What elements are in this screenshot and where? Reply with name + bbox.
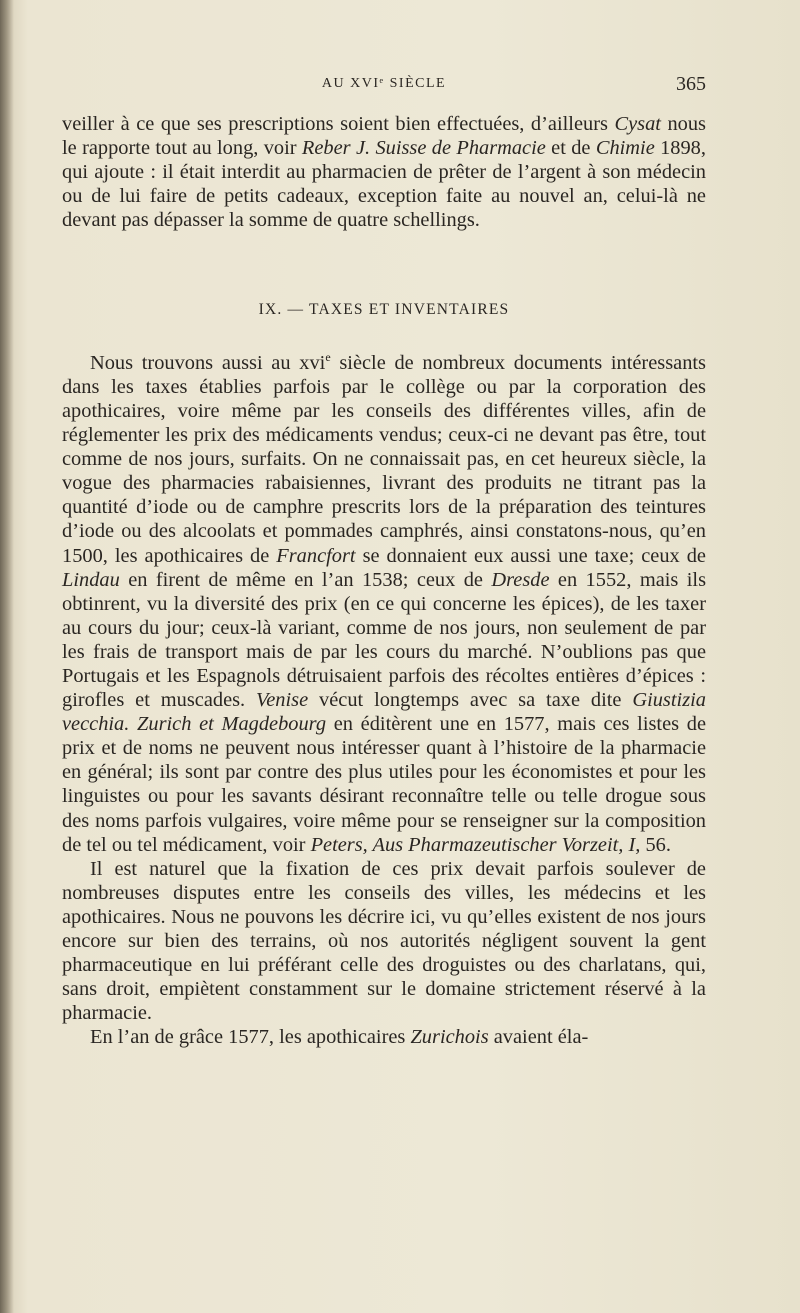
running-head: AU XVIᵉ SIÈCLE — [321, 76, 447, 91]
text-run: 1898, qui ajoute : il était interdit au pharmacien de prêter de l’argent à son médecin ou de lui faire de petits cadeaux, exception faite au nouvel an, celui-là ne devant pas dépasser la somme de quatre schellings. — [62, 137, 706, 232]
italic-citation: Reber J. Suisse de Pharmacie — [301, 137, 546, 160]
text-run: en éditèrent une en 1577, mais ces listes de prix et de noms ne peuvent nous intéresser quant à l’histoire de la pharmacie en général; ils sont par contre des plus utiles pour les économistes et pour les linguistes ou pour les savants désirant reconnaître telle ou telle drogue sous des noms parfois vulgaires, voire même pour se renseigner sur la composition de tel ou tel médicament, voir — [62, 713, 706, 856]
text-run: Il est naturel que la fixation de ces prix devait parfois soulever de nombreuses disputes entre les conseils des villes, les médecins et les apothicaires. Nous ne pouvons les décrire ici, vu qu’elles existent de nos jours encore sur bien des terrains, où nos autorités négligent souvent la gent pharmaceutique en lui préférant celle des droguistes ou des charlatans, qui, sans droit, empiètent constamment sur le domaine strictement réservé à la pharmacie. — [62, 857, 706, 1025]
italic-place: Dresde — [491, 568, 550, 591]
book-spine-shadow — [0, 0, 14, 1313]
italic-citation: Peters, Aus Pharmazeutischer Vorzeit, I, — [310, 833, 641, 856]
page-header — [62, 73, 706, 97]
text-run: se donnaient eux aussi une taxe; ceux de — [355, 544, 706, 567]
superscript: e — [325, 350, 331, 364]
section-title: IX. — TAXES ET INVENTAIRES — [258, 301, 510, 318]
italic-place: Lindau — [62, 568, 120, 591]
italic-place: Giustizia vecchia. Zurich et Magdebourg — [62, 689, 706, 736]
text-run: veiller à ce que ses prescriptions soient bien effectuées, d’ailleurs — [62, 113, 615, 135]
text-run: et de — [545, 137, 596, 160]
text-run: en firent de même en l’an 1538; ceux de — [119, 568, 492, 591]
italic-place: Venise — [256, 689, 309, 712]
text-run: siècle de nombreux documents intéressants dans les taxes établies parfois par le collège ou par la corporation des apothicaires, voire même par les conseils des différentes villes, afin de réglementer les prix des médicaments vendus; ceux-ci ne devant pas être, tout comme de nos jours, surfaits. On ne connaissait pas, en cet heureux siècle, la vogue des pharmacies rabaisiennes, livrant des produits ne titrant pas la quantité d’iode ou de camphre prescrits lors de la préparation des teintures d’iode ou des alcoolats et pommades camphrés, ainsi constatons-nous, qu’en 1500, les apothicaires de — [62, 351, 706, 567]
italic-citation: Chimie — [595, 137, 655, 160]
italic-name: Zurichois — [410, 1026, 489, 1049]
page-number: 365 — [676, 73, 706, 95]
paragraph — [62, 1025, 706, 1049]
text-run: avaient éla- — [488, 1026, 589, 1049]
text-run: 56. — [640, 833, 671, 856]
text-run: en 1552, mais ils obtinrent, vu la diversité des prix (en ce qui concerne les épices), de les taxer au cours du jour; ceux-là variant, comme de nos jours, non seulement de par les frais de transport mais de par les cours du marché. N’oublions pas que Portugais et les Espagnols détruisaient parfois des récoltes entières d’épices : girofles et muscades. — [62, 568, 707, 712]
text-run: vécut longtemps avec sa taxe dite — [308, 689, 633, 712]
paragraph — [62, 345, 706, 857]
paragraph — [62, 857, 706, 1026]
text-run: Nous trouvons aussi au xvi — [90, 351, 326, 374]
text-run: nous le rapporte tout au long, voir — [62, 113, 706, 160]
text-run: En l’an de grâce 1577, les apothicaires — [90, 1026, 411, 1049]
section-body — [62, 345, 706, 1050]
italic-place: Francfort — [276, 544, 356, 567]
paragraph-continuation — [62, 112, 706, 232]
italic-name: Cysat — [614, 113, 661, 135]
